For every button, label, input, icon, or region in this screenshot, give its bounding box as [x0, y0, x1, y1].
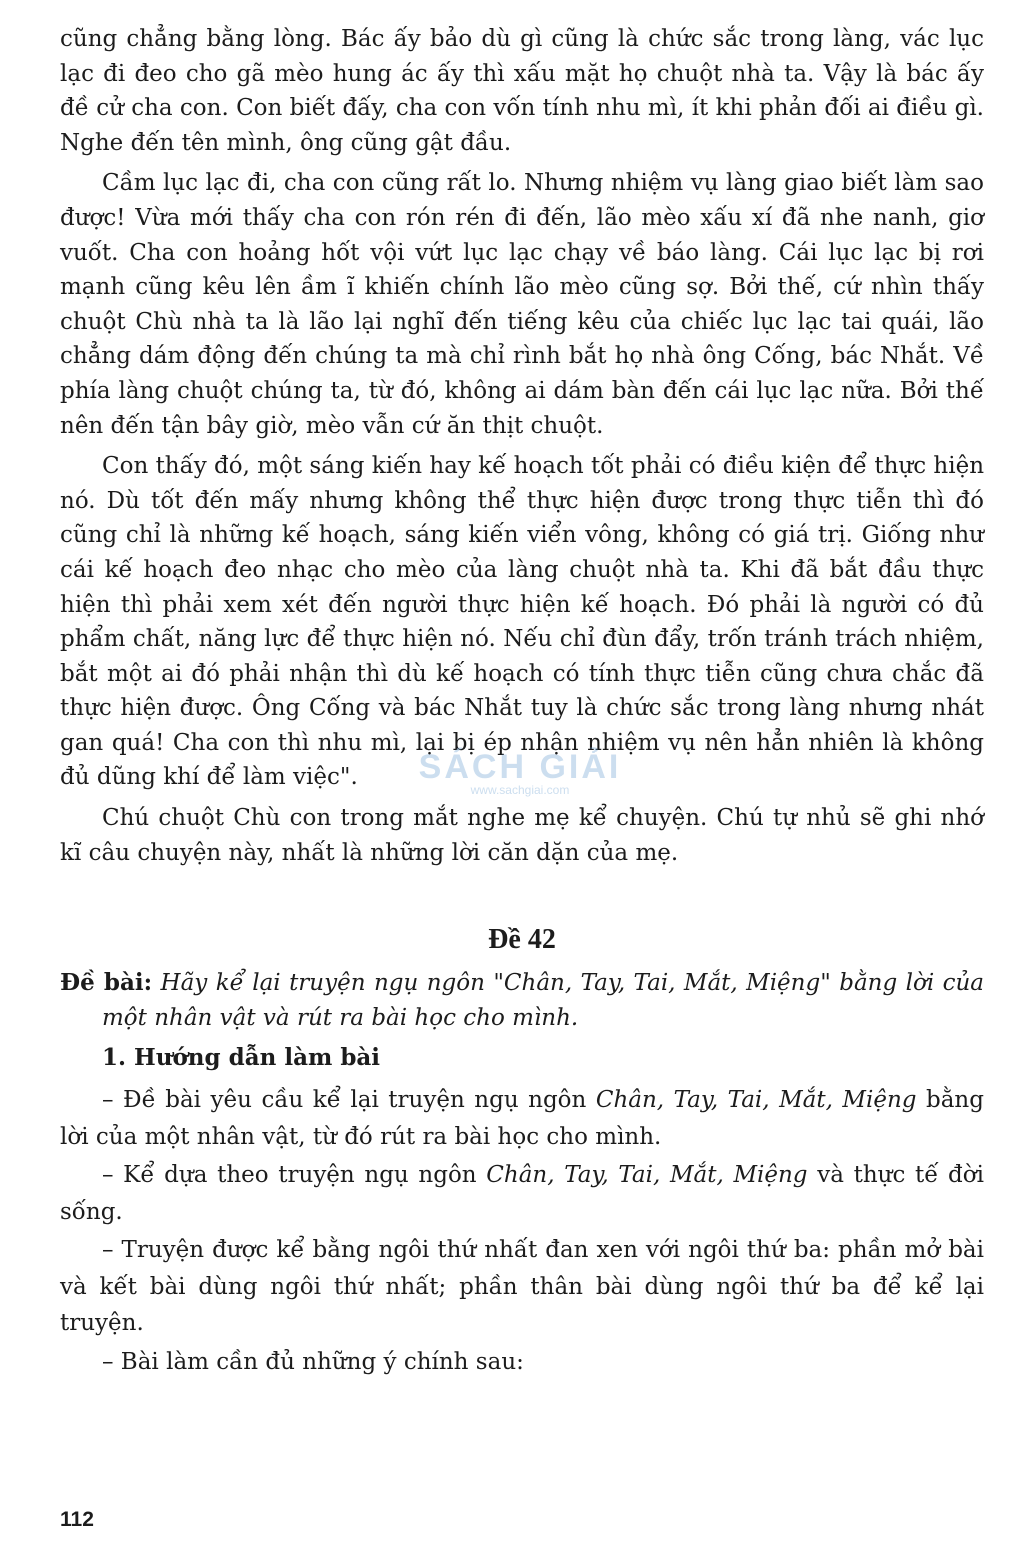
- body-paragraph: Con thấy đó, một sáng kiến hay kế hoạch tốt phải có điều kiện để thực hiện nó. Dù tốt đến mấy nhưng không thể thực hiện được trong thực tiễn thì đó cũng chỉ là những kế hoạch, sáng kiến viển vông, không có giá trị. Giống như cái kế hoạch đeo nhạc cho mèo của làng chuột nhà ta. Khi đã bắt đầu thực hiện thì phải xem xét đến người thực hiện kế hoạch. Đó phải là người có đủ phẩm chất, năng lực để thực hiện nó. Nếu chỉ đùn đẩy, trốn tránh trách nhiệm, bắt một ai đó phải nhận thì dù kế hoạch có tính thực tiễn cũng chưa chắc đã thực hiện được. Ông Cống và bác Nhắt tuy là chức sắc trong làng nhưng nhát gan quá! Cha con thì nhu mì, lại bị ép nhận nhiệm vụ nên hẳn nhiên là không đủ dũng khí để làm việc".: [60, 453, 985, 791]
- task-label: Đề bài:: [60, 969, 153, 997]
- body-paragraph: cũng chẳng bằng lòng. Bác ấy bảo dù gì cũng là chức sắc trong làng, vác lục lạc đi đeo cho gã mèo hung ác ấy thì xấu mặt họ chuột nhà ta. Vậy là bác ấy đề cử cha con. Con biết đấy, cha con vốn tính nhu mì, ít khi phản đối ai điều gì. Nghe đến tên mình, ông cũng gật đầu.: [60, 26, 984, 156]
- watermark-url: www.sachgiai.com: [470, 783, 570, 797]
- section-title: 1. Hướng dẫn làm bài: [102, 1044, 381, 1072]
- guide-item-text: – Bài làm cần đủ những ý chính sau:: [102, 1348, 524, 1375]
- guide-item-title: Chân, Tay, Tai, Mắt, Miệng: [486, 1162, 808, 1189]
- guide-item-text: – Kể dựa theo truyện ngụ ngôn: [102, 1162, 487, 1189]
- guide-item-text: bằng lời của một nhân vật, từ đó rút ra bài học cho mình.: [60, 1087, 984, 1150]
- body-paragraph: Chú chuột Chù con trong mắt nghe mẹ kể chuyện. Chú tự nhủ sẽ ghi nhớ kĩ câu chuyện này, nhất là những lời căn dặn của mẹ.: [60, 805, 984, 866]
- page-content: [60, 22, 984, 1380]
- task-statement: [60, 966, 984, 1035]
- guide-item: [60, 1157, 984, 1230]
- guide-item-text: – Truyện được kể bằng ngôi thứ nhất đan xen với ngôi thứ ba: phần mở bài và kết bài dùng ngôi thứ nhất; phần thân bài dùng ngôi thứ ba để kể lại truyện.: [60, 1237, 984, 1337]
- page-number: 112: [60, 1508, 94, 1531]
- guide-item: [60, 1232, 984, 1342]
- guide-item-text: và thực tế đời sống.: [60, 1162, 984, 1225]
- body-paragraph: Cầm lục lạc đi, cha con cũng rất lo. Nhưng nhiệm vụ làng giao biết làm sao được! Vừa mới thấy cha con rón rén đi đến, lão mèo xấu xí đã nhe nanh, giơ vuốt. Cha con hoảng hốt vội vứt lục lạc chạy về báo làng. Cái lục lạc bị rơi mạnh cũng kêu lên ầm ĩ khiến chính lão mèo cũng sợ. Bởi thế, cứ nhìn thấy chuột Chù nhà ta là lão lại nghĩ đến tiếng kêu của chiếc lục lạc tai quái, lão chẳng dám động đến chúng ta mà chỉ rình bắt họ nhà ông Cống, bác Nhắt. Về phía làng chuột chúng ta, từ đó, không ai dám bàn đến cái lục lạc nữa. Bởi thế nên đến tận bây giờ, mèo vẫn cứ ăn thịt chuột.: [60, 170, 984, 439]
- guide-item: [60, 1082, 984, 1155]
- watermark-main: SÁCH GIẢI: [418, 748, 622, 786]
- guide-item-text: – Đề bài yêu cầu kể lại truyện ngụ ngôn: [102, 1087, 596, 1114]
- exercise-heading: Đề 42: [488, 924, 556, 956]
- task-text: Hãy kể lại truyện ngụ ngôn "Chân, Tay, Tai, Mắt, Miệng" bằng lời của một nhân vật và rút ra bài học cho mình.: [102, 970, 985, 1031]
- guide-item: [60, 1344, 984, 1381]
- guide-item-title: Chân, Tay, Tai, Mắt, Miệng: [595, 1087, 917, 1114]
